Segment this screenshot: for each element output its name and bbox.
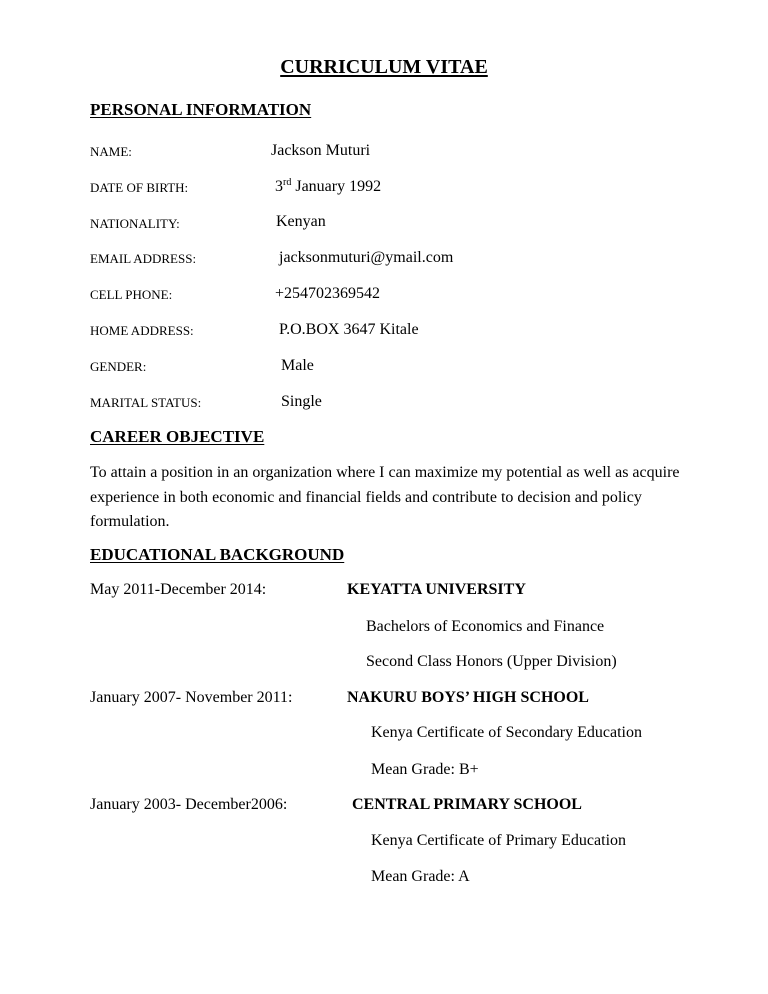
nationality-value: Kenyan <box>276 213 326 230</box>
marital-status-value: Single <box>281 393 322 410</box>
education-period: January 2003- December2006: <box>90 796 288 813</box>
education-detail: Second Class Honors (Upper Division) <box>366 653 617 670</box>
career-objective-heading: CAREER OBJECTIVE <box>90 427 265 446</box>
personal-information-heading: PERSONAL INFORMATION <box>90 100 312 119</box>
dob-rest: January 1992 <box>291 178 382 195</box>
marital-status-label: MARITAL STATUS: <box>90 395 202 410</box>
page-title: CURRICULUM VITAE <box>280 56 488 78</box>
dob-value <box>275 178 381 196</box>
education-detail: Bachelors of Economics and Finance <box>366 618 605 635</box>
education-school: KEYATTA UNIVERSITY <box>347 581 526 598</box>
dob-day: 3 <box>275 178 283 195</box>
name-label: NAME: <box>90 144 132 159</box>
dob-suffix: rd <box>283 177 292 188</box>
educational-background-heading: EDUCATIONAL BACKGROUND <box>90 545 345 564</box>
name-value: Jackson Muturi <box>271 142 371 159</box>
education-detail: Mean Grade: A <box>371 868 470 885</box>
phone-value: +254702369542 <box>275 285 381 302</box>
education-detail: Kenya Certificate of Secondary Education <box>371 724 642 741</box>
career-objective-text: To attain a position in an organization where I can maximize my potential as well as acquire experience in both economic and financial fields and contribute to decision and policy formulation. <box>90 464 680 530</box>
education-school: CENTRAL PRIMARY SCHOOL <box>352 796 582 813</box>
education-period: January 2007- November 2011: <box>90 689 293 706</box>
education-detail: Mean Grade: B+ <box>371 761 479 778</box>
gender-label: GENDER: <box>90 359 147 374</box>
email-value: jacksonmuturi@ymail.com <box>279 249 454 266</box>
education-detail: Kenya Certificate of Primary Education <box>371 832 627 849</box>
email-label: EMAIL ADDRESS: <box>90 251 197 266</box>
education-school: NAKURU BOYS’ HIGH SCHOOL <box>347 689 589 706</box>
address-value: P.O.BOX 3647 Kitale <box>279 321 419 338</box>
address-label: HOME ADDRESS: <box>90 323 194 338</box>
education-period: May 2011-December 2014: <box>90 581 267 598</box>
gender-value: Male <box>281 357 314 374</box>
nationality-label: NATIONALITY: <box>90 216 180 231</box>
phone-label: CELL PHONE: <box>90 287 173 302</box>
dob-label: DATE OF BIRTH: <box>90 180 189 195</box>
